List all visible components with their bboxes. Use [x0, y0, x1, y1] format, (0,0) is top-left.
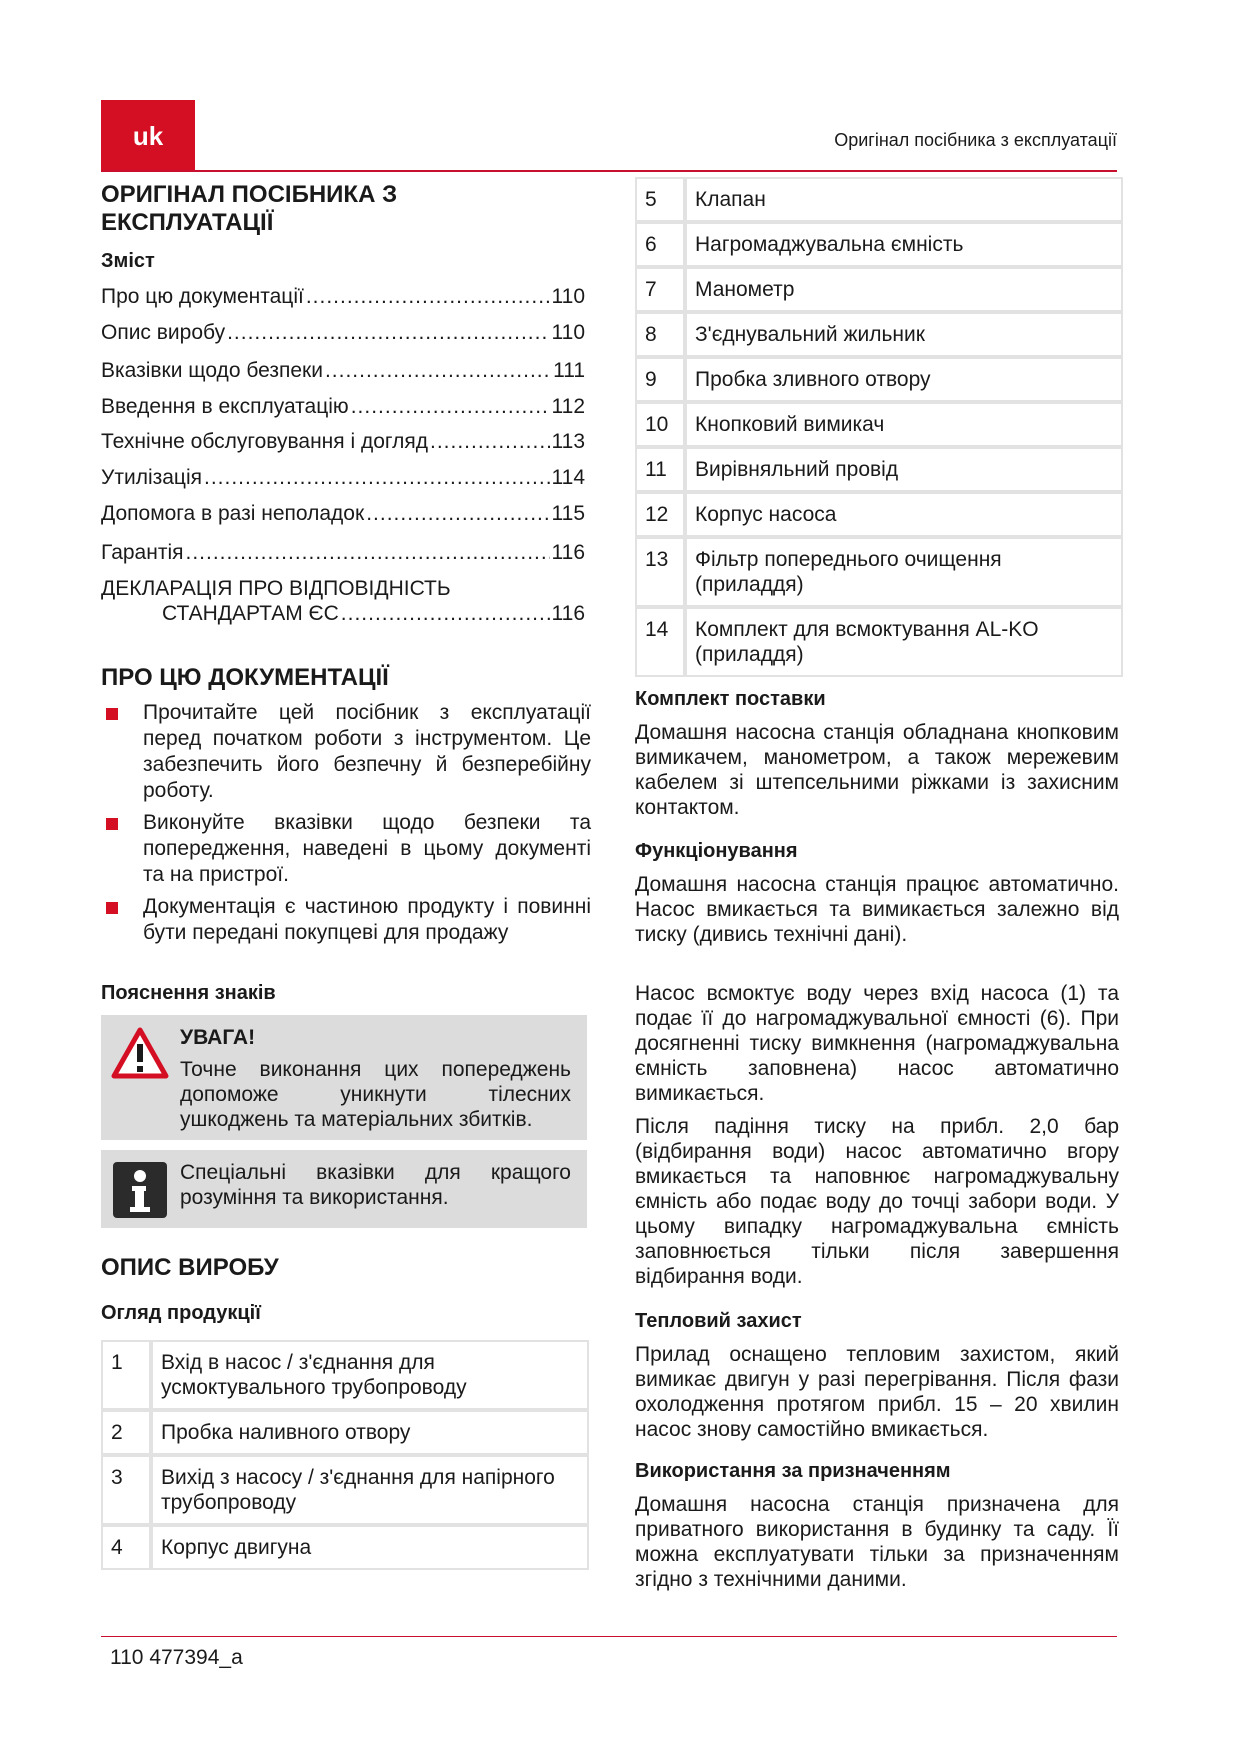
- delivery-heading: Комплект поставки: [635, 688, 826, 710]
- bullet-text: Виконуйте вказівки щодо безпеки та попередження, наведені в цьому документі та на пристрої.: [143, 811, 591, 886]
- part-label: Фільтр попереднього очищення (приладдя): [685, 537, 1123, 607]
- part-number: 10: [635, 402, 685, 447]
- function-paragraph-2: Насос всмоктує воду через вхід насоса (1) та подає її до нагромаджувальної ємності (6). При досягненні тиску вимкнення (нагромаджувальна ємність заповнена) насос автоматично вимикається.: [635, 982, 1119, 1105]
- toc-leader: [430, 430, 550, 454]
- toc-entry-page: 111: [553, 359, 585, 382]
- part-number: 7: [635, 267, 685, 312]
- toc-entry-label: Допомога в разі неполадок: [101, 502, 365, 525]
- part-label: Кнопковий вимикач: [685, 402, 1123, 447]
- table-row: [635, 267, 1123, 312]
- toc-entry-label: Опис виробу: [101, 321, 226, 344]
- toc-entry-label: Технічне обслуговування і догляд: [101, 430, 428, 453]
- intended-use-text: Домашня насосна станція призначена для приватного використання в будинку та саду. Її можна експлуатувати тільки за призначенням згідно з технічними даними.: [635, 1493, 1119, 1591]
- toc-heading: Зміст: [101, 250, 155, 272]
- toc-leader: [325, 359, 551, 383]
- footer-rule: [101, 1636, 1117, 1637]
- part-label: Корпус насоса: [685, 492, 1123, 537]
- part-number: 14: [635, 607, 685, 677]
- part-number: 2: [101, 1410, 151, 1455]
- part-number: 5: [635, 177, 685, 222]
- part-label: Пробка наливного отвору: [151, 1410, 589, 1455]
- part-number: 6: [635, 222, 685, 267]
- signs-heading: Пояснення знаків: [101, 982, 276, 1004]
- toc-entry[interactable]: [101, 359, 585, 383]
- toc-leader: [227, 321, 549, 345]
- table-row: [635, 222, 1123, 267]
- table-row: [101, 1340, 589, 1410]
- section-heading-product: ОПИС ВИРОБУ: [101, 1254, 279, 1281]
- info-icon: [113, 1162, 167, 1218]
- toc-entry-label: Введення в експлуатацію: [101, 395, 349, 418]
- header-title: Оригінал посібника з експлуатації: [834, 130, 1117, 150]
- part-label: Вирівняльний провід: [685, 447, 1123, 492]
- part-number: 3: [101, 1455, 151, 1525]
- part-number: 13: [635, 537, 685, 607]
- toc-entry[interactable]: [101, 321, 585, 345]
- language-badge: uk: [101, 100, 195, 172]
- table-row: [635, 402, 1123, 447]
- warning-triangle-icon: [111, 1027, 169, 1079]
- list-item: [101, 894, 591, 946]
- table-row: [101, 1410, 589, 1455]
- bullet-square-icon: [106, 818, 118, 830]
- list-item: [101, 700, 591, 804]
- toc-entry-page: 116: [551, 602, 585, 625]
- section-heading-about: ПРО ЦЮ ДОКУМЕНТАЦІЇ: [101, 664, 389, 691]
- toc-entry-page: 110: [551, 285, 585, 308]
- toc-entry-label: Утилізація: [101, 466, 202, 489]
- table-row: [635, 537, 1123, 607]
- toc-entry-page: 116: [551, 541, 585, 564]
- part-label: Вихід з насосу / з'єднання для напірного трубопроводу: [151, 1455, 589, 1525]
- function-paragraph-3: Після падіння тиску на прибл. 2,0 бар (відбирання води) насос автоматично вгору вмикається та наповнює нагромаджувальну ємність або подає воду до точці забори води. У цьому випадку нагромаджувальна ємність заповнюється тільки після завершення відбирання води.: [635, 1115, 1119, 1288]
- bullet-text: Прочитайте цей посібник з експлуатації перед початком роботи з інструментом. Це забезпечить його безпечну й безперебійну роботу.: [143, 701, 591, 802]
- thermal-heading: Тепловий захист: [635, 1310, 802, 1332]
- toc-entry[interactable]: [101, 395, 585, 419]
- warning-box: [101, 1015, 587, 1140]
- part-label: Корпус двигуна: [151, 1525, 589, 1570]
- bullet-text: Документація є частиною продукту і повинні бути передані покупцеві для продажу: [143, 895, 591, 944]
- part-number: 4: [101, 1525, 151, 1570]
- part-number: 1: [101, 1340, 151, 1410]
- part-label: Нагромаджувальна ємність: [685, 222, 1123, 267]
- warning-title: УВАГА!: [180, 1026, 256, 1049]
- toc-leader: [185, 541, 549, 565]
- parts-table-left: [101, 1340, 589, 1570]
- part-label: Вхід в насос / з'єднання для усмоктувального трубопроводу: [151, 1340, 589, 1410]
- intended-use-heading: Використання за призначенням: [635, 1460, 951, 1482]
- toc-entry-page: 112: [551, 395, 585, 418]
- toc-entry[interactable]: [101, 502, 585, 526]
- toc-entry-page: 115: [551, 502, 585, 525]
- table-row: [101, 1525, 589, 1570]
- part-label: Пробка зливного отвору: [685, 357, 1123, 402]
- table-row: [635, 177, 1123, 222]
- toc-leader: [366, 502, 549, 526]
- toc-leader: [351, 395, 550, 419]
- toc-leader: [341, 602, 550, 626]
- info-text: Спеціальні вказівки для кращого розуміння та використання.: [180, 1161, 571, 1209]
- toc-entry-page: 113: [551, 430, 585, 453]
- part-label: З'єднувальний жильник: [685, 312, 1123, 357]
- parts-table-right: [635, 177, 1123, 677]
- warning-text: Точне виконання цих попереджень допоможе уникнути тілесних ушкоджень та матеріальних збитків.: [180, 1058, 571, 1131]
- document-title: ОРИГІНАЛ ПОСІБНИКА З ЕКСПЛУАТАЦІЇ: [101, 181, 398, 236]
- bullet-square-icon: [106, 708, 118, 720]
- toc-entry-label: СТАНДАРТАМ ЄС: [162, 602, 339, 625]
- part-label: Комплект для всмоктування AL-KO (приладдя): [685, 607, 1123, 677]
- table-row: [101, 1455, 589, 1525]
- table-row: [635, 357, 1123, 402]
- overview-heading: Огляд продукції: [101, 1302, 261, 1324]
- part-number: 9: [635, 357, 685, 402]
- toc-entry-label: Про цю документації: [101, 285, 304, 308]
- thermal-text: Прилад оснащено тепловим захистом, який вимикає двигун у разі перегрівання. Після фази охолодження протягом прибл. 15 – 20 хвилин насос знову самостійно вмикається.: [635, 1343, 1119, 1441]
- info-box: [101, 1150, 587, 1228]
- toc-entry[interactable]: [101, 285, 585, 309]
- toc-entry[interactable]: [162, 602, 585, 626]
- part-number: 8: [635, 312, 685, 357]
- list-item: [101, 810, 591, 888]
- toc-entry-label: Гарантія: [101, 541, 184, 564]
- part-number: 11: [635, 447, 685, 492]
- about-bullet-list: [101, 700, 591, 952]
- part-number: 12: [635, 492, 685, 537]
- part-label: Клапан: [685, 177, 1123, 222]
- table-row: [635, 607, 1123, 677]
- table-row: [635, 447, 1123, 492]
- function-heading: Функціонування: [635, 840, 798, 862]
- footer-document-code: 110 477394_a: [110, 1646, 243, 1669]
- delivery-text: Домашня насосна станція обладнана кнопковим вимикачем, манометром, а також мережевим кабелем зі штепсельними ріжками із захисним контактом.: [635, 721, 1119, 819]
- toc-entry-page: 110: [551, 321, 585, 344]
- bullet-square-icon: [106, 902, 118, 914]
- toc-entry[interactable]: [101, 430, 585, 454]
- function-paragraph-1: Домашня насосна станція працює автоматично. Насос вмикається та вимикається залежно від тиску (дивись технічні дані).: [635, 873, 1119, 946]
- toc-entry-label-line1[interactable]: ДЕКЛАРАЦІЯ ПРО ВІДПОВІДНІСТЬ: [101, 577, 451, 600]
- part-label: Манометр: [685, 267, 1123, 312]
- toc-entry[interactable]: [101, 541, 585, 565]
- table-row: [635, 492, 1123, 537]
- toc-entry[interactable]: [101, 466, 585, 490]
- toc-entry-page: 114: [551, 466, 585, 489]
- table-row: [635, 312, 1123, 357]
- toc-entry-label: Вказівки щодо безпеки: [101, 359, 323, 382]
- toc-leader: [204, 466, 550, 490]
- header-rule: [101, 170, 1117, 172]
- toc-leader: [306, 285, 550, 309]
